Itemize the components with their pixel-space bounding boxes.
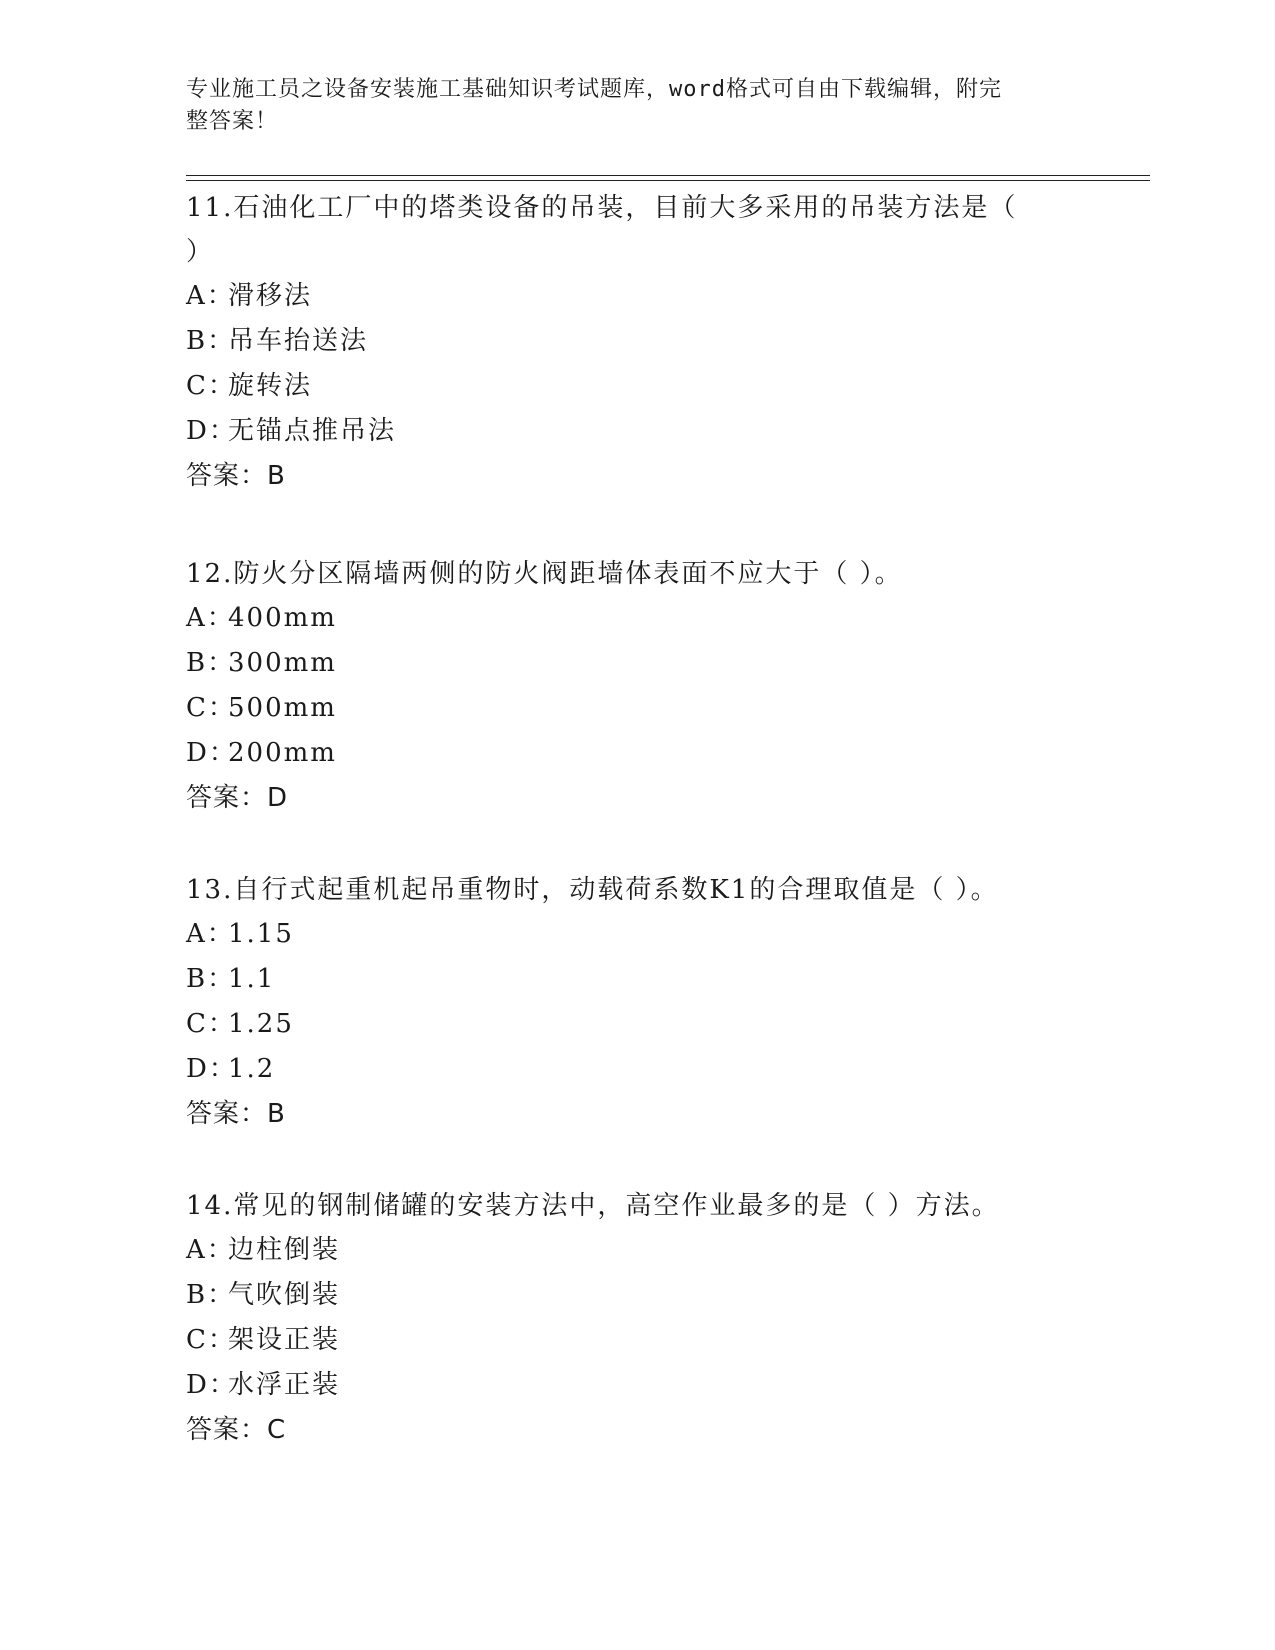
answer-line: 答案：D xyxy=(186,783,289,813)
option-text: 1.25 xyxy=(228,1009,294,1039)
question-14 xyxy=(186,1184,1066,1453)
header-line-2: 整答案！ xyxy=(186,109,279,134)
option-key: C： xyxy=(186,1325,236,1355)
option-a xyxy=(186,274,1066,319)
question-stem xyxy=(186,186,1066,274)
option-c xyxy=(186,1318,1066,1363)
option-a xyxy=(186,1228,1066,1273)
question-stem-line-2: ） xyxy=(186,237,215,267)
option-key: C： xyxy=(186,1009,236,1039)
option-d xyxy=(186,731,1066,776)
option-d xyxy=(186,409,1066,454)
option-text: 1.1 xyxy=(228,964,276,994)
option-key: B： xyxy=(186,326,236,356)
option-b xyxy=(186,957,1066,1002)
option-key: A： xyxy=(186,1235,235,1265)
option-key: A： xyxy=(186,281,235,311)
option-key: C： xyxy=(186,371,236,401)
question-stem: 14.常见的钢制储罐的安装方法中，高空作业最多的是（ ）方法。 xyxy=(186,1191,1000,1221)
header-line-1: 专业施工员之设备安装施工基础知识考试题库，word格式可自由下载编辑，附完 xyxy=(186,77,1002,102)
option-key: D： xyxy=(186,1370,237,1400)
option-b xyxy=(186,1273,1066,1318)
header-divider-bottom xyxy=(186,180,1150,181)
option-text: 水浮正装 xyxy=(228,1370,341,1400)
option-c xyxy=(186,364,1066,409)
option-text: 400mm xyxy=(228,603,337,633)
option-key: B： xyxy=(186,964,236,994)
option-b xyxy=(186,641,1066,686)
option-key: D： xyxy=(186,1054,237,1084)
question-12 xyxy=(186,552,1066,821)
option-key: D： xyxy=(186,738,237,768)
option-text: 滑移法 xyxy=(228,281,313,311)
option-key: B： xyxy=(186,1280,236,1310)
option-c xyxy=(186,1002,1066,1047)
option-text: 架设正装 xyxy=(228,1325,341,1355)
answer-line: 答案：B xyxy=(186,1099,286,1129)
option-text: 1.2 xyxy=(228,1054,276,1084)
option-key: C： xyxy=(186,693,236,723)
option-d xyxy=(186,1047,1066,1092)
question-stem: 13.自行式起重机起吊重物时，动载荷系数K1的合理取值是（ ）。 xyxy=(186,875,999,905)
document-header xyxy=(186,74,1066,138)
option-key: A： xyxy=(186,919,235,949)
option-d xyxy=(186,1363,1066,1408)
option-text: 旋转法 xyxy=(228,371,313,401)
option-text: 吊车抬送法 xyxy=(228,326,369,356)
option-text: 300mm xyxy=(228,648,337,678)
option-key: D： xyxy=(186,416,237,446)
option-text: 边柱倒装 xyxy=(228,1235,341,1265)
answer-line: 答案：B xyxy=(186,461,286,491)
option-text: 气吹倒装 xyxy=(228,1280,341,1310)
header-divider-top xyxy=(186,175,1150,176)
option-text: 1.15 xyxy=(228,919,294,949)
question-stem-line-1: 11.石油化工厂中的塔类设备的吊装，目前大多采用的吊装方法是（ xyxy=(186,193,1018,223)
option-c xyxy=(186,686,1066,731)
question-13 xyxy=(186,868,1066,1137)
option-key: A： xyxy=(186,603,235,633)
option-text: 200mm xyxy=(228,738,337,768)
option-a xyxy=(186,596,1066,641)
option-text: 无锚点推吊法 xyxy=(228,416,397,446)
option-a xyxy=(186,912,1066,957)
question-11 xyxy=(186,186,1066,499)
question-stem: 12.防火分区隔墙两侧的防火阀距墙体表面不应大于（ ）。 xyxy=(186,559,903,589)
option-b xyxy=(186,319,1066,364)
option-key: B： xyxy=(186,648,236,678)
option-text: 500mm xyxy=(228,693,337,723)
answer-line: 答案：C xyxy=(186,1415,287,1445)
